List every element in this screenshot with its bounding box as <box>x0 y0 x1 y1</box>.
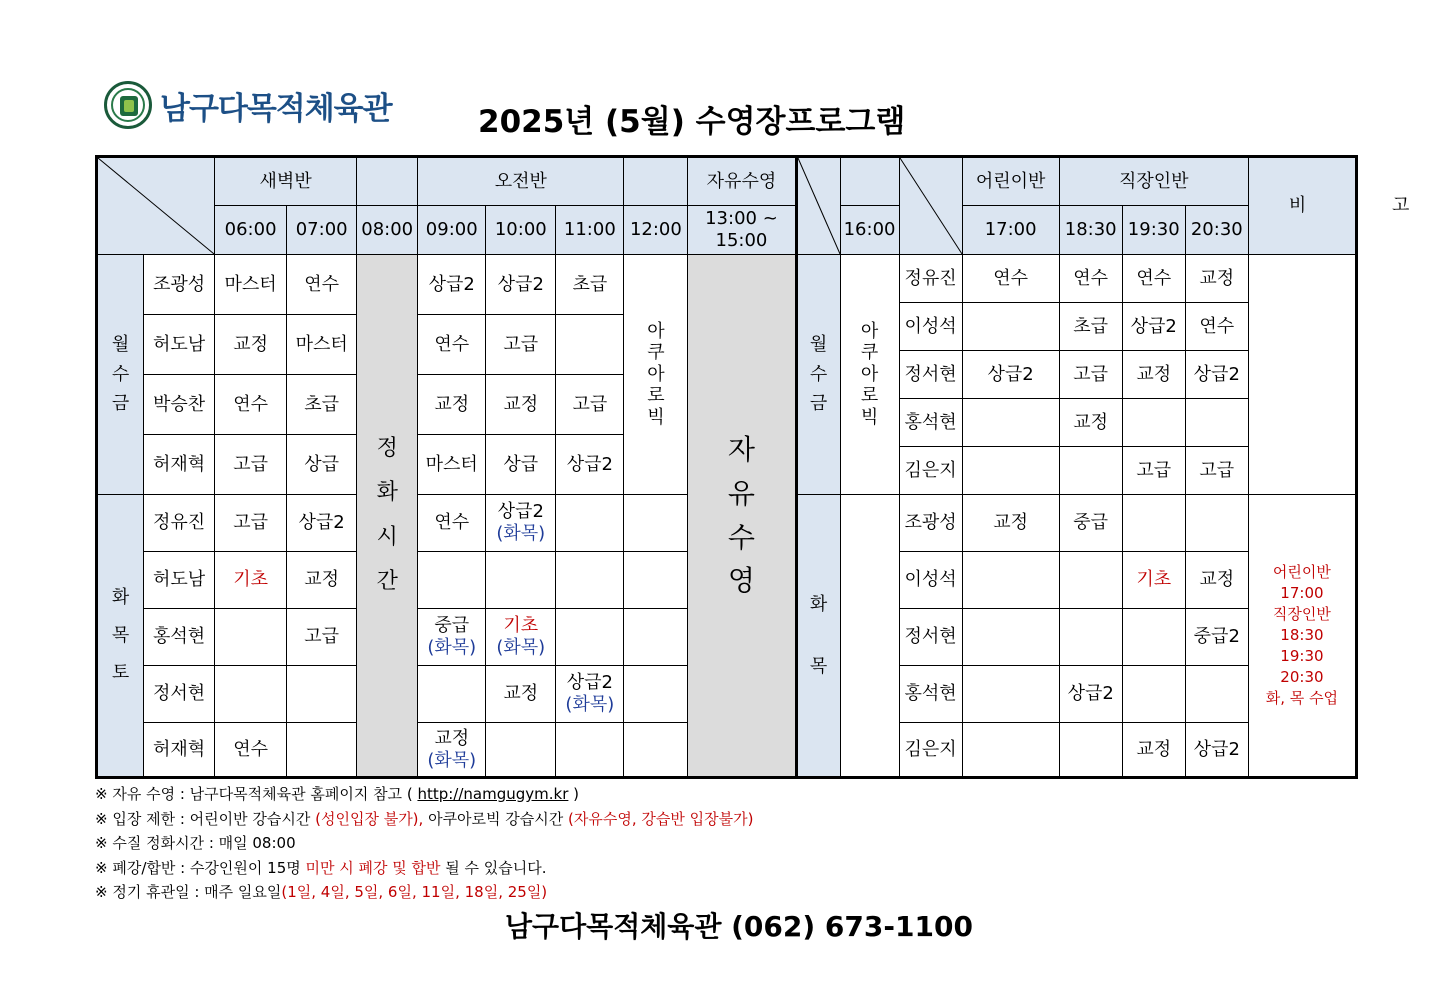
free-swim-block-char: 영 <box>727 564 755 598</box>
slot-0600-text: 기초 <box>233 569 268 591</box>
slot-1930 <box>1122 399 1185 447</box>
header-kids: 어린이반 <box>962 157 1059 206</box>
instructor-name: 김은지 <box>899 723 962 778</box>
slot-1930 <box>1122 255 1185 303</box>
slot-1000 <box>486 609 556 666</box>
header-blank-0800 <box>357 157 418 206</box>
instructor-name: 정유진 <box>899 255 962 303</box>
slot-1830-text: 교정 <box>1073 411 1109 433</box>
instructor-name: 홍석현 <box>144 609 215 666</box>
day-label-tts <box>97 495 144 778</box>
slot-0600-text: 고급 <box>233 453 268 475</box>
remark-line: 18:30 <box>1280 626 1324 644</box>
header-corner <box>97 157 215 255</box>
slot-0700-text: 연수 <box>304 273 340 295</box>
remark-line: 어린이반 <box>1272 563 1331 581</box>
aquarobic-1200 <box>624 255 688 495</box>
slot-2030 <box>1185 303 1248 351</box>
notes <box>95 782 753 905</box>
slot-0600 <box>215 255 287 315</box>
day-tag: (화목) <box>427 637 477 658</box>
slot-1930-text: 고급 <box>1136 459 1172 481</box>
instructor-name: 허재혁 <box>144 435 215 495</box>
slot-2030-text: 연수 <box>1199 315 1235 337</box>
slot-0600 <box>215 666 287 723</box>
slot-1700 <box>962 447 1059 495</box>
slot-0700-text: 마스터 <box>295 333 348 355</box>
slot-1700 <box>962 495 1059 552</box>
slot-0600-text: 연수 <box>233 393 268 415</box>
instructor-name: 조광성 <box>899 495 962 552</box>
aquarobic-1600-char: 로 <box>860 385 879 407</box>
aquarobic-1200-char: 빅 <box>647 406 665 428</box>
purify-time-char: 간 <box>376 568 398 594</box>
remark-line: 17:00 <box>1280 584 1324 602</box>
time-0900: 09:00 <box>418 206 486 255</box>
slot-0900-text: 연수 <box>434 512 470 534</box>
slot-1100 <box>556 666 624 723</box>
slot-1100 <box>556 495 624 552</box>
slot-0700 <box>287 609 357 666</box>
slot-1000-text: 상급 <box>503 453 539 475</box>
aquarobic-1200-char: 쿠 <box>647 342 665 364</box>
slot-1000 <box>486 723 556 778</box>
slot-0700-text: 고급 <box>304 626 340 648</box>
day-tag: (화목) <box>496 523 546 544</box>
slot-1700 <box>962 723 1059 778</box>
slot-0600-text: 마스터 <box>224 273 277 295</box>
slot-0900 <box>418 723 486 778</box>
day-tag: (화목) <box>427 749 477 771</box>
slot-1100 <box>556 435 624 495</box>
instructor-name: 조광성 <box>144 255 215 315</box>
slot-2030 <box>1185 399 1248 447</box>
slot-0600 <box>215 495 287 552</box>
slot-1000 <box>486 255 556 315</box>
slot-0700-text: 초급 <box>304 393 340 415</box>
slot-1000 <box>486 552 556 609</box>
day-label-mwf-char: 수 <box>111 363 130 385</box>
slot-0600 <box>215 435 287 495</box>
slot-1930 <box>1122 666 1185 723</box>
header-diag-divider <box>796 157 840 255</box>
slot-0900-text: 상급2 <box>428 273 475 295</box>
slot-1000 <box>486 495 556 552</box>
slot-2030 <box>1185 666 1248 723</box>
slot-1830 <box>1059 552 1122 609</box>
homepage-link[interactable]: http://namgugym.kr <box>417 785 569 803</box>
slot-1700-text: 연수 <box>993 267 1029 289</box>
time-0700: 07:00 <box>287 206 357 255</box>
slot-0700 <box>287 666 357 723</box>
slot-1930 <box>1122 495 1185 552</box>
slot-0700-text: 상급 <box>304 453 340 475</box>
slot-1930 <box>1122 351 1185 399</box>
remark-line: 20:30 <box>1280 668 1324 686</box>
slot-1930 <box>1122 447 1185 495</box>
slot-1830 <box>1059 303 1122 351</box>
slot-1830 <box>1059 666 1122 723</box>
slot-0900 <box>418 255 486 315</box>
free-swim-block-char: 수 <box>727 520 755 554</box>
slot-2030 <box>1185 723 1248 778</box>
day-label-tt <box>796 495 840 778</box>
slot-1930-text: 교정 <box>1136 363 1172 385</box>
slot-0900 <box>418 435 486 495</box>
slot-1000-text: 교정 <box>503 393 539 415</box>
slot-0900 <box>418 666 486 723</box>
slot-0600 <box>215 315 287 375</box>
footer-contact: 남구다목적체육관 (062) 673-1100 <box>505 910 973 943</box>
slot-1200 <box>624 552 688 609</box>
slot-0900-text: 교정 <box>434 393 470 415</box>
day-label-tts-char: 화 <box>111 587 130 609</box>
slot-0900-text: 중급 <box>434 615 470 637</box>
slot-1100 <box>556 255 624 315</box>
instructor-name: 김은지 <box>899 447 962 495</box>
slot-1700 <box>962 351 1059 399</box>
instructor-name: 홍석현 <box>899 399 962 447</box>
free-swim-block-char: 유 <box>727 476 755 510</box>
time-1200: 12:00 <box>624 206 688 255</box>
time-0600: 06:00 <box>215 206 287 255</box>
slot-1200 <box>624 666 688 723</box>
header-morning: 오전반 <box>418 157 624 206</box>
instructor-name: 정서현 <box>144 666 215 723</box>
slot-0900-text: 마스터 <box>425 453 478 475</box>
day-tag: (화목) <box>496 637 546 658</box>
day-label-mwf-right-char: 금 <box>809 393 828 415</box>
slot-1700 <box>962 552 1059 609</box>
slot-0600-text: 교정 <box>233 333 268 355</box>
slot-2030-text: 교정 <box>1199 569 1235 591</box>
slot-1830 <box>1059 495 1122 552</box>
slot-1830-text: 중급 <box>1073 512 1109 534</box>
day-label-mwf-right <box>796 255 840 495</box>
aquarobic-1600-char: 아 <box>860 363 879 385</box>
time-1100: 11:00 <box>556 206 624 255</box>
free-swim-block-char: 자 <box>727 433 755 467</box>
slot-0900 <box>418 495 486 552</box>
logo-emblem-icon <box>104 81 152 129</box>
slot-1830 <box>1059 609 1122 666</box>
day-tag: (화목) <box>565 694 615 715</box>
slot-1200 <box>624 609 688 666</box>
instructor-name: 홍석현 <box>899 666 962 723</box>
time-0800: 08:00 <box>357 206 418 255</box>
slot-1000-text: 교정 <box>503 683 539 705</box>
instructor-name: 이성석 <box>899 303 962 351</box>
aquarobic-1200-char: 아 <box>647 320 665 342</box>
slot-1830 <box>1059 447 1122 495</box>
aquarobic-1600-char: 쿠 <box>860 342 879 364</box>
purify-time-char: 시 <box>376 524 398 550</box>
day-label-tt-char: 화 <box>809 593 828 615</box>
slot-0700 <box>287 552 357 609</box>
instructor-name: 허도남 <box>144 315 215 375</box>
note-free-swim: ※ 자유 수영 : 남구다목적체육관 홈페이지 참고 ( http://namgugym.kr ) <box>95 785 580 803</box>
time-1000: 10:00 <box>486 206 556 255</box>
slot-1830-text: 연수 <box>1073 267 1109 289</box>
slot-1700-text: 교정 <box>993 512 1029 534</box>
slot-1930-text: 상급2 <box>1130 315 1177 337</box>
slot-1930-text: 연수 <box>1136 267 1172 289</box>
slot-0600-text: 고급 <box>233 512 268 534</box>
instructor-name: 정서현 <box>899 609 962 666</box>
instructor-name: 정유진 <box>144 495 215 552</box>
slot-0900-text: 연수 <box>434 333 470 355</box>
slot-2030 <box>1185 351 1248 399</box>
slot-1100 <box>556 375 624 435</box>
note-holiday: ※ 정기 휴관일 : 매주 일요일(1일, 4일, 5일, 6일, 11일, 18일, 25일) <box>95 883 548 901</box>
slot-1000-text: 상급2 <box>497 501 544 523</box>
slot-0700-text: 교정 <box>304 569 340 591</box>
purify-time <box>357 255 418 778</box>
slot-0900 <box>418 552 486 609</box>
slot-1100 <box>556 552 624 609</box>
note-close-merge: ※ 폐강/합반 : 수강인원이 15명 미만 시 폐강 및 합반 될 수 있습니다. <box>95 858 547 877</box>
time-free: 13:00 ~ 15:00 <box>688 206 796 255</box>
slot-1700 <box>962 399 1059 447</box>
slot-1000-text: 기초 <box>503 615 539 637</box>
slot-1100-text: 초급 <box>572 273 608 295</box>
time-1830: 18:30 <box>1059 206 1122 255</box>
remarks-mwf <box>1248 255 1356 495</box>
slot-1200 <box>624 495 688 552</box>
slot-1100-text: 고급 <box>572 393 608 415</box>
time-1930: 19:30 <box>1122 206 1185 255</box>
slot-2030 <box>1185 255 1248 303</box>
slot-1100-text: 상급2 <box>566 453 613 475</box>
slot-1930-text: 기초 <box>1136 569 1172 591</box>
purify-time-char: 정 <box>376 435 398 461</box>
time-1600: 16:00 <box>840 206 899 255</box>
aquarobic-1200-char: 로 <box>647 385 665 407</box>
header-dawn: 새벽반 <box>215 157 357 206</box>
slot-2030-text: 고급 <box>1199 459 1235 481</box>
slot-1930 <box>1122 723 1185 778</box>
slot-1700 <box>962 303 1059 351</box>
remark-line: 직장인반 <box>1272 605 1331 623</box>
slot-1000-text: 상급2 <box>497 273 544 295</box>
slot-0700 <box>287 495 357 552</box>
instructor-name: 이성석 <box>899 552 962 609</box>
slot-0700 <box>287 315 357 375</box>
day-label-mwf-right-char: 월 <box>809 334 828 356</box>
logo <box>104 79 392 131</box>
slot-0600-text: 연수 <box>233 738 268 760</box>
slot-0900-text: 교정 <box>434 727 470 749</box>
aquarobic-1600 <box>840 255 899 495</box>
slot-2030 <box>1185 447 1248 495</box>
header-diag-right <box>899 157 962 255</box>
day-label-mwf-char: 금 <box>111 393 130 415</box>
slot-1930-text: 교정 <box>1136 738 1172 760</box>
slot-1000-text: 고급 <box>503 333 539 355</box>
slot-2030-text: 교정 <box>1199 267 1235 289</box>
header-remarks: 비 고 <box>1248 157 1356 255</box>
note-entry-limit: ※ 입장 제한 : 어린이반 강습시간 (성인입장 불가), 아쿠아로빅 강습시간 (자유수영, 강습반 입장불가) <box>95 809 754 828</box>
time-2030: 20:30 <box>1185 206 1248 255</box>
slot-0700 <box>287 723 357 778</box>
slot-2030 <box>1185 609 1248 666</box>
slot-1700-text: 상급2 <box>987 363 1034 385</box>
day-label-tts-char: 목 <box>111 624 130 646</box>
slot-0900 <box>418 315 486 375</box>
slot-0700 <box>287 435 357 495</box>
slot-2030-text: 상급2 <box>1193 363 1240 385</box>
day-label-mwf-char: 월 <box>111 334 130 356</box>
time-1700: 17:00 <box>962 206 1059 255</box>
slot-1830 <box>1059 399 1122 447</box>
slot-0600 <box>215 375 287 435</box>
slot-0600 <box>215 609 287 666</box>
instructor-name: 정서현 <box>899 351 962 399</box>
header-blank-1200 <box>624 157 688 206</box>
free-swim-block <box>688 255 796 778</box>
aquarobic-1600-char: 아 <box>860 320 879 342</box>
slot-1200 <box>624 723 688 778</box>
slot-2030-text: 중급2 <box>1193 626 1240 648</box>
remark-line: 19:30 <box>1280 647 1324 665</box>
slot-0600 <box>215 723 287 778</box>
schedule-table <box>95 155 1449 779</box>
instructor-name: 허도남 <box>144 552 215 609</box>
aquarobic-1200-char: 아 <box>647 363 665 385</box>
slot-1830 <box>1059 723 1122 778</box>
slot-1930 <box>1122 303 1185 351</box>
slot-1100 <box>556 723 624 778</box>
slot-1100-text: 상급2 <box>566 672 613 694</box>
instructor-name: 박승찬 <box>144 375 215 435</box>
slot-1700 <box>962 255 1059 303</box>
slot-0700-text: 상급2 <box>298 512 345 534</box>
slot-0700 <box>287 375 357 435</box>
slot-1100 <box>556 315 624 375</box>
slot-1830-text: 고급 <box>1073 363 1109 385</box>
day-label-tts-char: 토 <box>111 662 130 684</box>
aquarobic-1600-char: 빅 <box>860 406 879 428</box>
header-blank-1600 <box>840 157 899 206</box>
slot-1930 <box>1122 609 1185 666</box>
slot-1830 <box>1059 351 1122 399</box>
slot-0900 <box>418 375 486 435</box>
header-free-swim: 자유수영 <box>688 157 796 206</box>
slot-0600 <box>215 552 287 609</box>
slot-1830 <box>1059 255 1122 303</box>
purify-time-char: 화 <box>376 480 398 506</box>
slot-2030-text: 상급2 <box>1193 738 1240 760</box>
header-workers: 직장인반 <box>1059 157 1248 206</box>
slot-2030 <box>1185 552 1248 609</box>
day-label-mwf <box>97 255 144 495</box>
slot-1930 <box>1122 552 1185 609</box>
slot-1830-text: 상급2 <box>1067 683 1114 705</box>
page-title: 2025년 (5월) 수영장프로그램 <box>478 104 906 140</box>
slot-1000 <box>486 375 556 435</box>
logo-text: 남구다목적체육관 <box>160 90 392 127</box>
remark-line: 화, 목 수업 <box>1265 689 1339 707</box>
slot-1600-tt <box>840 495 899 778</box>
remarks-tt <box>1248 495 1356 778</box>
day-label-tt-char: 목 <box>809 655 828 677</box>
slot-2030 <box>1185 495 1248 552</box>
day-label-mwf-right-char: 수 <box>809 363 828 385</box>
slot-1000 <box>486 435 556 495</box>
note-purify: ※ 수질 정화시간 : 매일 08:00 <box>95 834 296 852</box>
slot-0700 <box>287 255 357 315</box>
slot-1830-text: 초급 <box>1073 315 1109 337</box>
slot-1700 <box>962 609 1059 666</box>
slot-1100 <box>556 609 624 666</box>
instructor-name: 허재혁 <box>144 723 215 778</box>
slot-1000 <box>486 666 556 723</box>
slot-1000 <box>486 315 556 375</box>
slot-1700 <box>962 666 1059 723</box>
slot-0900 <box>418 609 486 666</box>
